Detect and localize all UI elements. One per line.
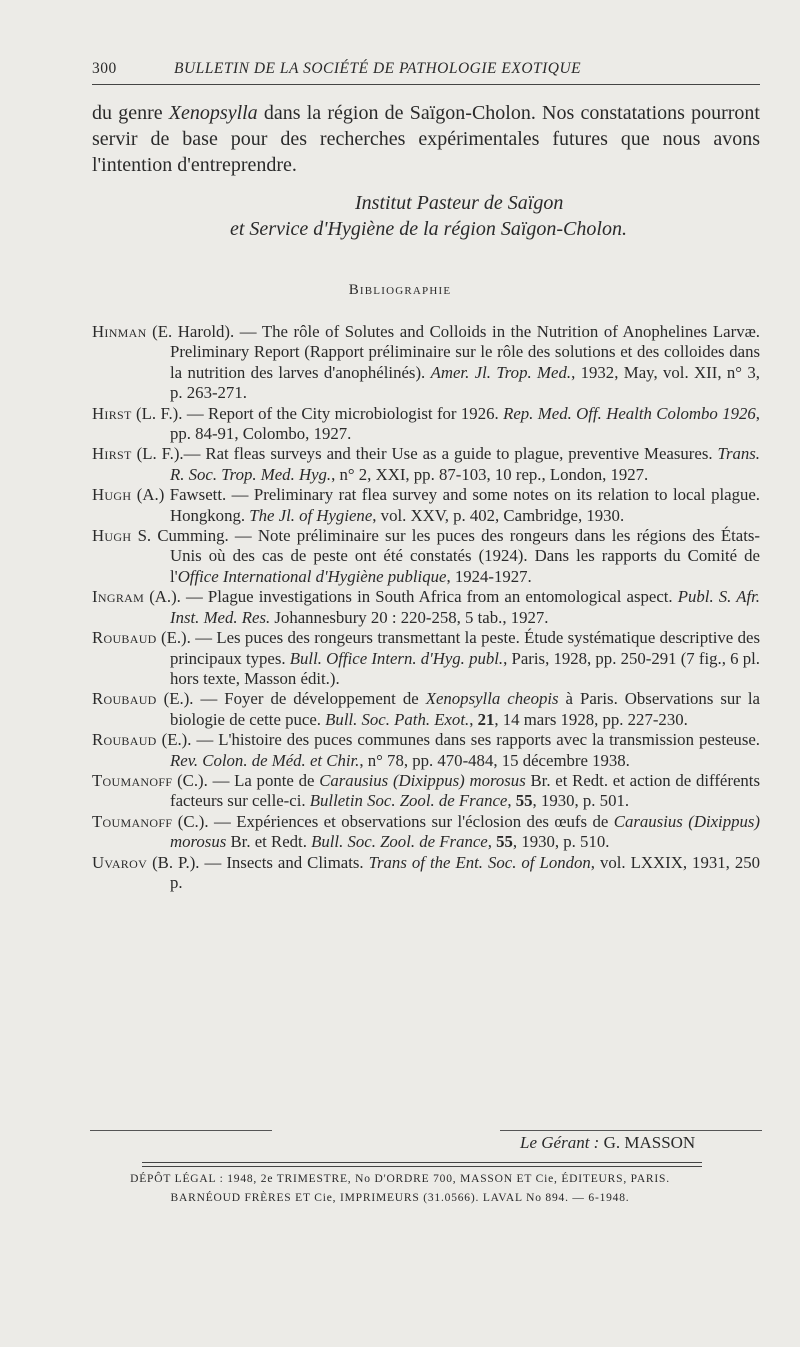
reference-journal: Amer. Jl. Trop. Med.: [430, 362, 572, 382]
reference-entry: [92, 689, 760, 730]
reference-journal: Publ. S. Afr. Inst. Med. Res.: [170, 587, 760, 627]
reference-author: Hinman: [92, 322, 147, 341]
reference-text: , n° 78, pp. 470-484, 15 décembre 1938.: [359, 750, 630, 770]
reference-text: (L. F.).— Rat fleas surveys and their Use as a guide to plague, preventive Measures.: [131, 444, 718, 464]
reference-text: ,: [487, 832, 497, 852]
reference-author: Roubaud: [92, 689, 157, 709]
institution-line-2: et Service d'Hygiène de la région Saïgon-Cholon.: [230, 218, 627, 240]
reference-text: (E.). — Les puces des rongeurs transmettant la peste. Étude systématique descriptive des principaux types.: [156, 628, 760, 668]
reference-text: à Paris. Observations sur la biologie de cette puce.: [170, 689, 761, 729]
reference-entry: [92, 404, 760, 445]
reference-journal: Bulletin Soc. Zool. de France: [309, 791, 508, 811]
reference-text: (C.). — La ponte de: [172, 770, 320, 790]
reference-text: (L. F.). — Report of the City microbiologist for 1926.: [131, 403, 504, 423]
reference-text: Br. et Redt.: [226, 832, 312, 852]
reference-journal: Trans. R. Soc. Trop. Med. Hyg.: [170, 444, 760, 484]
reference-text: , pp. 84-91, Colombo, 1927.: [170, 403, 760, 444]
reference-author: Hirst: [92, 403, 132, 423]
reference-text: (A.). — Plague investigations in South Africa from an entomological aspect.: [144, 587, 678, 607]
intro-paragraph: [92, 100, 760, 178]
reference-text: (E. Harold). — The rôle of Solutes and Colloids in the Nutrition of Anophelines Larvæ. Preliminary Report (Rapport préliminaire sur le rôle des solutions et des colloides dans la nutrition des larves d'anophélinés).: [146, 322, 760, 382]
reference-entry: [92, 526, 760, 587]
reference-volume: 55: [515, 791, 533, 811]
reference-journal: Bull. Office Intern. d'Hyg. publ.: [289, 648, 504, 668]
reference-entry: [92, 628, 760, 689]
reference-journal: The Jl. of Hygiene: [249, 505, 373, 525]
reference-text: , 1924-1927.: [446, 566, 532, 586]
header-rule: [92, 84, 760, 85]
reference-text: (B. P.). — Insects and Climats.: [147, 852, 369, 872]
reference-text: ,: [507, 791, 516, 811]
reference-text: S. Cumming. — Note préliminaire sur les puces des rongeurs dans les régions des États-Unis où des cas de peste ont été constatés (1924). Dans les rapports du Comité de l': [131, 526, 760, 586]
reference-text: , Paris, 1928, pp. 250-291 (7 fig., 6 pl. hors texte, Masson édit.).: [170, 648, 760, 688]
reference-text: , 14 mars 1928, pp. 227-230.: [494, 709, 688, 729]
reference-author: Roubaud: [92, 628, 157, 648]
reference-entry: [92, 322, 760, 404]
reference-entry: [92, 853, 760, 894]
reference-entry: [92, 730, 760, 771]
gerant-name: G. MASSON: [599, 1133, 696, 1152]
gerant-line: [520, 1133, 695, 1153]
reference-author: Hirst: [92, 444, 132, 464]
reference-entry: [92, 587, 760, 628]
reference-text: , 1930, p. 501.: [532, 791, 630, 811]
reference-journal: Trans of the Ent. Soc. of London: [368, 852, 591, 872]
institution-line-1: Institut Pasteur de Saïgon: [355, 192, 564, 214]
reference-text: (E.). — Foyer de développement de: [156, 689, 426, 709]
reference-text: Johannesbury 20 : 220-258, 5 tab., 1927.: [270, 607, 549, 627]
reference-author: Roubaud: [92, 730, 157, 750]
reference-journal: Rep. Med. Off. Health Colombo 1926: [503, 403, 756, 423]
intro-text-2: dans la région de Saïgon-Cholon. Nos constatations pourront servir de base pour des recherches expérimentales futures que nous avons l'intention d'entreprendre.: [92, 102, 760, 176]
reference-text: Br. et Redt. et action de différents facteurs sur celle-ci.: [170, 770, 760, 811]
intro-text-1: du genre: [92, 102, 169, 124]
reference-text: (E.). — L'histoire des puces communes dans ses rapports avec la transmission pesteuse.: [156, 730, 760, 750]
bibliography-heading: Bibliographie: [348, 282, 452, 298]
reference-author: Uvarov: [92, 852, 148, 872]
reference-journal: Office International d'Hygiène publique: [177, 566, 447, 586]
reference-text: (C.). — Expériences et observations sur l'éclosion des œufs de: [172, 811, 614, 831]
reference-journal: Bull. Soc. Zool. de France: [311, 832, 488, 852]
running-title: BULLETIN DE LA SOCIÉTÉ DE PATHOLOGIE EXOTIQUE: [174, 60, 582, 77]
reference-list: [92, 322, 760, 893]
reference-author: Hugh: [92, 526, 132, 546]
reference-text: , 1930, p. 510.: [512, 832, 610, 852]
reference-author: Toumanoff: [92, 811, 173, 831]
reference-volume: 21: [477, 709, 495, 729]
printer-line: BARNÉOUD FRÈRES ET Cie, IMPRIMEURS (31.0566). LAVAL No 894. — 6-1948.: [170, 1192, 630, 1204]
reference-journal: Carausius (Dixippus) morosus: [170, 811, 761, 852]
intro-genus: Xenopsylla: [168, 102, 258, 124]
reference-author: Hugh: [92, 485, 132, 505]
reference-text: (A.) Fawsett. — Preliminary rat flea survey and some notes on its relation to local plague. Hongkong.: [131, 485, 760, 525]
reference-author: Toumanoff: [92, 770, 173, 790]
gerant-label: Le Gérant :: [520, 1133, 600, 1152]
footer-rule-top: [142, 1162, 702, 1163]
reference-text: , n° 2, XXI, pp. 87-103, 10 rep., London, 1927.: [331, 464, 649, 484]
reference-journal: Bull. Soc. Path. Exot.: [325, 709, 470, 729]
legal-deposit-line: DÉPÔT LÉGAL : 1948, 2e TRIMESTRE, No D'ORDRE 700, MASSON ET Cie, ÉDITEURS, PARIS.: [130, 1173, 670, 1185]
reference-entry: [92, 485, 760, 526]
reference-journal: Xenopsylla cheopis: [425, 689, 559, 709]
reference-journal: Carausius (Dixippus) morosus: [319, 770, 526, 790]
reference-text: , vol. LXXIX, 1931, 250 p.: [170, 852, 761, 892]
reference-author: Ingram: [92, 587, 145, 607]
reference-text: , vol. XXV, p. 402, Cambridge, 1930.: [372, 505, 625, 525]
reference-entry: [92, 444, 760, 485]
reference-text: ,: [469, 709, 478, 729]
gerant-rule-left: [90, 1130, 272, 1131]
page-number: 300: [92, 60, 117, 77]
reference-volume: 55: [496, 832, 513, 852]
reference-entry: [92, 812, 760, 853]
gerant-rule-right: [500, 1130, 762, 1131]
reference-text: , 1932, May, vol. XII, n° 3, p. 263-271.: [170, 362, 760, 403]
footer-rule-bottom: [142, 1166, 702, 1167]
reference-entry: [92, 771, 760, 812]
reference-journal: Rev. Colon. de Méd. et Chir.: [170, 750, 360, 770]
